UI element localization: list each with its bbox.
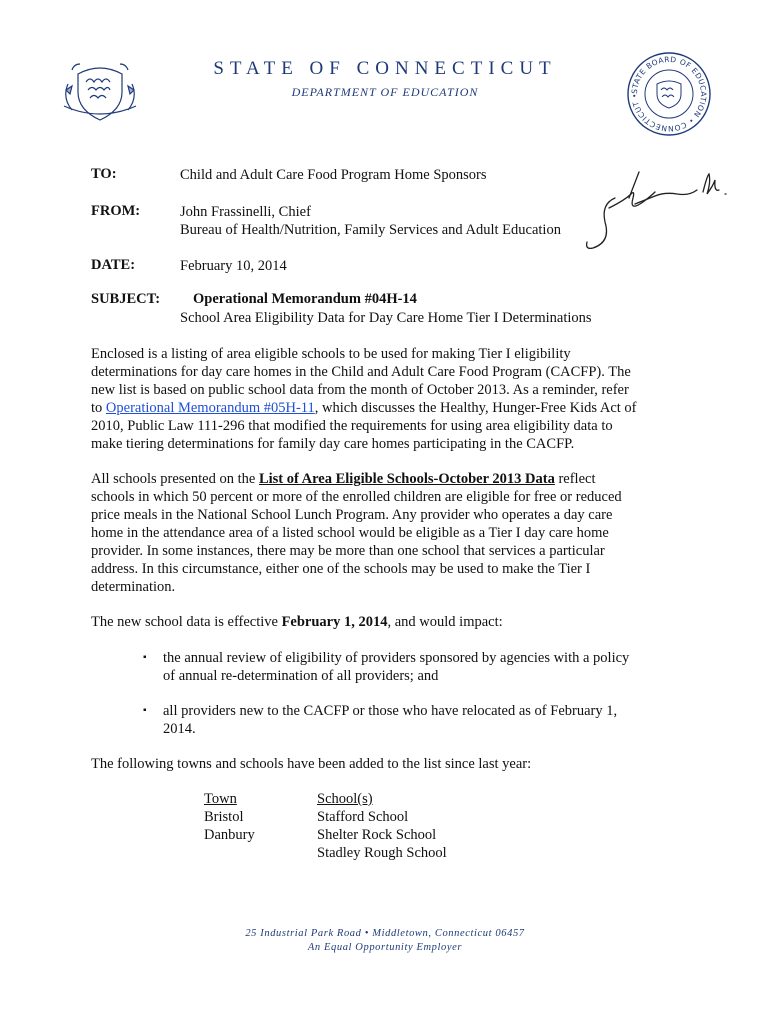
paragraph-2-line: price meals in the National School Lunch Program. Any provider who operates a day care bbox=[91, 507, 613, 523]
paragraph-1-line: new list is based on public school data from the month of October 2013. As a reminder, refer bbox=[91, 382, 629, 398]
paragraph-1-line: make tiering determinations for family day care homes participating in the CACFP. bbox=[91, 436, 575, 452]
table-header-schools: School(s) bbox=[317, 791, 373, 807]
bullet-line: 2014. bbox=[163, 721, 196, 737]
letterhead-department: DEPARTMENT OF EDUCATION bbox=[291, 85, 479, 99]
to-value: Child and Adult Care Food Program Home Sponsors bbox=[180, 167, 487, 183]
paragraph-1-line: 2010, Public Law 111-296 that modified the requirements for using area eligibility data to bbox=[91, 418, 613, 434]
subject-label: SUBJECT: bbox=[91, 291, 161, 307]
text-run: The new school data is effective bbox=[91, 614, 282, 630]
bullet-line: the annual review of eligibility of providers sponsored by agencies with a policy bbox=[163, 650, 630, 666]
text-run: to bbox=[91, 400, 106, 416]
bullet-line: of annual re-determination of all providers; and bbox=[163, 668, 439, 684]
bullet-item-1 bbox=[163, 649, 653, 685]
handwritten-signature bbox=[585, 168, 735, 258]
operational-memo-link[interactable]: Operational Memorandum #05H-11 bbox=[105, 400, 315, 416]
paragraph-2-line: address. In this circumstance, either one of the schools may be used to make the Tier I bbox=[91, 561, 591, 577]
footer-address: 25 Industrial Park Road • Middletown, Connecticut 06457 bbox=[245, 928, 525, 939]
schools-table-town-column bbox=[204, 790, 255, 844]
from-department: Bureau of Health/Nutrition, Family Services and Adult Education bbox=[180, 222, 561, 238]
paragraph-1-line: Enclosed is a listing of area eligible schools to be used for making Tier I eligibility bbox=[91, 346, 571, 362]
bullet-icon: ▪ bbox=[143, 705, 147, 716]
date-label: DATE: bbox=[91, 257, 136, 273]
effective-date-emphasis: February 1, 2014 bbox=[281, 614, 388, 630]
date-value: February 10, 2014 bbox=[180, 258, 287, 274]
paragraph-1-line bbox=[91, 399, 643, 417]
subject-line2: School Area Eligibility Data for Day Care Home Tier I Determinations bbox=[180, 310, 592, 326]
table-header-town: Town bbox=[204, 791, 237, 807]
paragraph-2 bbox=[91, 470, 643, 596]
table-cell-school: Stadley Rough School bbox=[317, 845, 447, 861]
paragraph-1 bbox=[91, 345, 643, 453]
text-run: , and would impact: bbox=[387, 614, 503, 630]
paragraph-2-line: provider. In some instances, there may be more than one school that services a particular bbox=[91, 543, 605, 559]
text-run: reflect bbox=[554, 471, 596, 487]
paragraph-2-line: schools in which 50 percent or more of the enrolled children are eligible for free or reduced bbox=[91, 489, 622, 505]
paragraph-4: The following towns and schools have been added to the list since last year: bbox=[91, 756, 532, 772]
paragraph-2-line: determination. bbox=[91, 579, 176, 595]
schools-table-schools-column bbox=[317, 790, 447, 862]
paragraph-1-line: determinations for day care homes in the Child and Adult Care Food Program (CACFP). The bbox=[91, 364, 631, 380]
paragraph-2-line bbox=[91, 470, 643, 488]
subject-title: Operational Memorandum #04H-14 bbox=[193, 291, 417, 307]
paragraph-3 bbox=[91, 613, 643, 631]
footer-tagline: An Equal Opportunity Employer bbox=[307, 942, 463, 953]
bullet-item-2 bbox=[163, 702, 653, 738]
text-run: , which discusses the Healthy, Hunger-Free Kids Act of bbox=[314, 400, 637, 416]
table-cell-school: Shelter Rock School bbox=[317, 827, 437, 843]
table-cell-town: Danbury bbox=[204, 827, 255, 843]
seal-ring-text: STATE BOARD OF EDUCATION • CONNECTICUT • bbox=[629, 54, 709, 134]
to-label: TO: bbox=[91, 166, 117, 182]
list-title-emphasis: List of Area Eligible Schools-October 2013 Data bbox=[258, 471, 555, 487]
from-label: FROM: bbox=[91, 203, 141, 219]
bullet-icon: ▪ bbox=[143, 652, 147, 663]
text-run: All schools presented on the bbox=[91, 471, 259, 487]
letterhead-state-title: STATE OF CONNECTICUT bbox=[213, 58, 557, 79]
bullet-line: all providers new to the CACFP or those who have relocated as of February 1, bbox=[163, 703, 618, 719]
from-name: John Frassinelli, Chief bbox=[180, 204, 311, 220]
table-cell-school: Stafford School bbox=[317, 809, 409, 825]
paragraph-2-line: home in the attendance area of a listed school would be eligible as a Tier I day care home bbox=[91, 525, 609, 541]
table-cell-town: Bristol bbox=[204, 809, 244, 825]
